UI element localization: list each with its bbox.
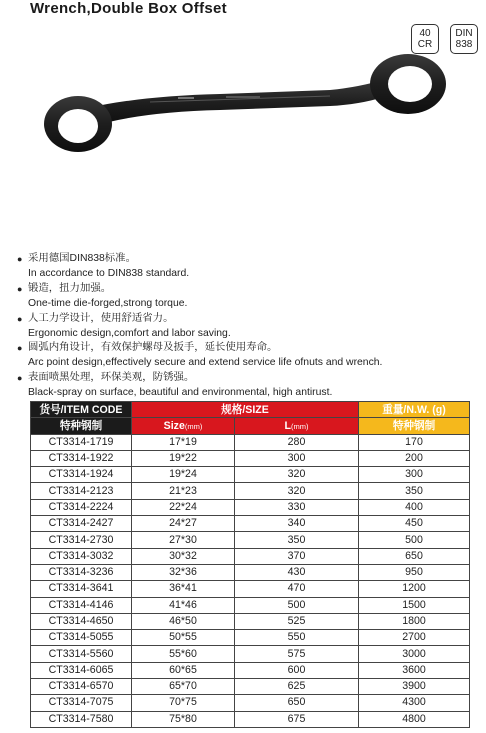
cell-length: 525 (235, 613, 359, 629)
cell-length: 280 (235, 434, 359, 450)
table-header-row (31, 402, 470, 418)
cell-item-code: CT3314-7580 (31, 711, 132, 727)
cell-item-code: CT3314-2123 (31, 483, 132, 499)
table-row (31, 548, 470, 564)
cell-weight: 950 (359, 564, 470, 580)
cell-size: 65*70 (132, 679, 235, 695)
header-weight: 重量/N.W. (g) (359, 402, 470, 418)
cell-size: 30*32 (132, 548, 235, 564)
cell-size: 70*75 (132, 695, 235, 711)
table-row (31, 467, 470, 483)
cell-item-code: CT3314-2427 (31, 516, 132, 532)
header-size: 规格/SIZE (132, 402, 359, 418)
cell-weight: 4300 (359, 695, 470, 711)
feature-zh: 表面喷黑处理，环保美观，防锈强。 (28, 372, 195, 384)
cell-length: 500 (235, 597, 359, 613)
table-row (31, 532, 470, 548)
bullet-icon: ● (17, 373, 23, 384)
cell-length: 300 (235, 450, 359, 466)
cell-weight: 3900 (359, 679, 470, 695)
cell-weight: 4800 (359, 711, 470, 727)
table-row (31, 695, 470, 711)
cell-weight: 2700 (359, 630, 470, 646)
subheader-material-2: 特种钢制 (359, 418, 470, 434)
cell-size: 75*80 (132, 711, 235, 727)
cell-length: 340 (235, 516, 359, 532)
cell-length: 675 (235, 711, 359, 727)
standard-badge-din838 (450, 24, 478, 54)
cell-weight: 400 (359, 499, 470, 515)
badge-line: CR (417, 39, 433, 50)
cell-size: 50*55 (132, 630, 235, 646)
cell-weight: 3000 (359, 646, 470, 662)
table-row (31, 711, 470, 727)
feature-en: Ergonomic design,comfort and labor saving. (28, 327, 231, 339)
cell-item-code: CT3314-4146 (31, 597, 132, 613)
cell-weight: 500 (359, 532, 470, 548)
cell-weight: 350 (359, 483, 470, 499)
cell-length: 370 (235, 548, 359, 564)
length-label: L (284, 419, 291, 432)
feature-item (17, 312, 477, 342)
cell-size: 32*36 (132, 564, 235, 580)
feature-list (17, 252, 477, 401)
cell-length: 625 (235, 679, 359, 695)
table-row (31, 630, 470, 646)
bullet-icon: ● (17, 313, 23, 324)
cell-item-code: CT3314-6570 (31, 679, 132, 695)
bullet-icon: ● (17, 254, 23, 264)
cell-weight: 170 (359, 434, 470, 450)
table-row (31, 581, 470, 597)
feature-en: In accordance to DIN838 standard. (28, 267, 190, 279)
cell-length: 350 (235, 532, 359, 548)
feature-en: One-time die-forged,strong torque. (28, 297, 188, 309)
cell-item-code: CT3314-3236 (31, 564, 132, 580)
badge-line: 838 (455, 39, 473, 50)
length-unit: (mm) (290, 421, 309, 431)
spec-table (30, 401, 470, 728)
subheader-material: 特种钢制 (31, 418, 132, 434)
cell-length: 575 (235, 646, 359, 662)
feature-zh: 锻造，扭力加强。 (28, 282, 112, 294)
cell-weight: 650 (359, 548, 470, 564)
size-label: Size (163, 419, 185, 432)
cell-length: 600 (235, 662, 359, 678)
cell-weight: 1800 (359, 613, 470, 629)
cell-weight: 1200 (359, 581, 470, 597)
cell-length: 320 (235, 483, 359, 499)
table-row (31, 564, 470, 580)
wrench-image (30, 50, 450, 170)
size-unit: (mm) (184, 421, 203, 431)
table-row (31, 434, 470, 450)
feature-zh: 圆弧内角设计，有效保护螺母及扳手，延长使用寿命。 (28, 342, 278, 354)
table-row (31, 499, 470, 515)
cell-size: 41*46 (132, 597, 235, 613)
subheader-length (235, 418, 359, 434)
cell-weight: 1500 (359, 597, 470, 613)
cell-item-code: CT3314-3641 (31, 581, 132, 597)
table-row (31, 483, 470, 499)
cell-size: 60*65 (132, 662, 235, 678)
subheader-size (132, 418, 235, 434)
cell-size: 55*60 (132, 646, 235, 662)
table-row (31, 662, 470, 678)
cell-size: 21*23 (132, 483, 235, 499)
cell-weight: 200 (359, 450, 470, 466)
table-row (31, 516, 470, 532)
cell-item-code: CT3314-4650 (31, 613, 132, 629)
cell-size: 17*19 (132, 434, 235, 450)
cell-item-code: CT3314-1922 (31, 450, 132, 466)
cell-size: 22*24 (132, 499, 235, 515)
feature-zh: 人工力学设计，使用舒适省力。 (28, 312, 174, 324)
table-row (31, 646, 470, 662)
table-subheader-row (31, 418, 470, 434)
badge-line: DIN (455, 28, 473, 39)
cell-length: 320 (235, 467, 359, 483)
cell-length: 330 (235, 499, 359, 515)
page-title: Wrench,Double Box Offset (30, 0, 227, 17)
cell-size: 24*27 (132, 516, 235, 532)
badge-line: 40 (419, 28, 431, 39)
cell-size: 19*24 (132, 467, 235, 483)
table-row (31, 679, 470, 695)
cell-item-code: CT3314-1924 (31, 467, 132, 483)
cell-item-code: CT3314-7075 (31, 695, 132, 711)
cell-item-code: CT3314-5560 (31, 646, 132, 662)
table-row (31, 613, 470, 629)
cell-length: 550 (235, 630, 359, 646)
cell-size: 46*50 (132, 613, 235, 629)
cell-size: 36*41 (132, 581, 235, 597)
feature-en: Black-spray on surface, beautiful and environmental, high antirust. (28, 387, 333, 399)
table-row (31, 597, 470, 613)
feature-item (17, 341, 477, 371)
cell-item-code: CT3314-5055 (31, 630, 132, 646)
cell-length: 650 (235, 695, 359, 711)
cell-weight: 300 (359, 467, 470, 483)
cell-item-code: CT3314-2730 (31, 532, 132, 548)
feature-item (17, 282, 477, 312)
cell-size: 19*22 (132, 450, 235, 466)
cell-item-code: CT3314-3032 (31, 548, 132, 564)
cell-length: 430 (235, 564, 359, 580)
cell-weight: 3600 (359, 662, 470, 678)
cell-item-code: CT3314-1719 (31, 434, 132, 450)
header-item-code: 货号/ITEM CODE (31, 402, 132, 418)
table-row (31, 450, 470, 466)
cell-length: 470 (235, 581, 359, 597)
feature-item (17, 371, 477, 401)
cell-weight: 450 (359, 516, 470, 532)
feature-zh: 采用德国DIN838标准。 (28, 253, 136, 264)
cell-item-code: CT3314-2224 (31, 499, 132, 515)
cell-size: 27*30 (132, 532, 235, 548)
feature-item (17, 252, 477, 282)
cell-item-code: CT3314-6065 (31, 662, 132, 678)
bullet-icon: ● (17, 283, 23, 294)
feature-en: Arc point design,effectively secure and extend service life ofnuts and wrench. (28, 357, 383, 369)
bullet-icon: ● (17, 343, 23, 354)
